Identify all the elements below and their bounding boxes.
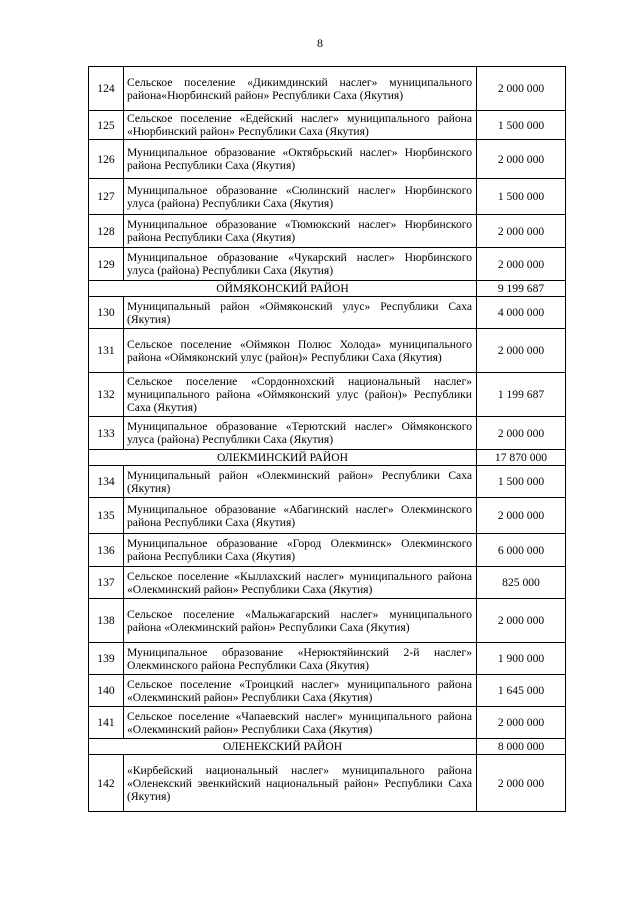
district-header-row	[89, 450, 566, 466]
table-row	[89, 498, 566, 534]
table-row	[89, 373, 566, 417]
municipality-name: Сельское поселение «Едейский наслег» муниципального района «Нюрбинский район» Республики Саха (Якутия)	[124, 111, 477, 140]
district-total: 8 000 000	[477, 739, 566, 755]
municipality-name: Сельское поселение «Чапаевский наслег» муниципального района «Олекминский район» Республики Саха (Якутия)	[124, 707, 477, 739]
amount: 2 000 000	[477, 707, 566, 739]
municipality-name: Сельское поселение «Дикимдинский наслег» муниципального района«Нюрбинский район» Республики Саха (Якутия)	[124, 67, 477, 111]
table-row	[89, 140, 566, 179]
district-total: 9 199 687	[477, 281, 566, 297]
row-number: 141	[89, 707, 124, 739]
amount: 1 500 000	[477, 179, 566, 215]
amount: 2 000 000	[477, 755, 566, 812]
amount: 2 000 000	[477, 599, 566, 643]
row-number: 135	[89, 498, 124, 534]
table-row	[89, 707, 566, 739]
municipality-name: Муниципальный район «Оймяконский улус» Республики Саха (Якутия)	[124, 297, 477, 329]
table-row	[89, 534, 566, 567]
table-row	[89, 567, 566, 599]
amount: 2 000 000	[477, 67, 566, 111]
funding-table	[88, 66, 566, 812]
amount: 2 000 000	[477, 248, 566, 281]
municipality-name: Муниципальное образование «Город Олекминск» Олекминского района Республики Саха (Якутия)	[124, 534, 477, 567]
table-row	[89, 466, 566, 498]
table-row	[89, 755, 566, 812]
municipality-name: Сельское поселение «Мальжагарский наслег» муниципального района «Олекминский район» Республики Саха (Якутия)	[124, 599, 477, 643]
amount: 2 000 000	[477, 215, 566, 248]
district-name: ОЙМЯКОНСКИЙ РАЙОН	[89, 281, 477, 297]
table-row	[89, 248, 566, 281]
municipality-name: Муниципальное образование «Чукарский наслег» Нюрбинского улуса (района) Республики Саха (Якутия)	[124, 248, 477, 281]
amount: 2 000 000	[477, 140, 566, 179]
municipality-name: Муниципальное образование «Нерюктяйинский 2-й наслег» Олекминского района Республики Саха (Якутия)	[124, 643, 477, 675]
municipality-name: Сельское поселение «Кыллахский наслег» муниципального района «Олекминский район» Республики Саха (Якутия)	[124, 567, 477, 599]
municipality-name: Муниципальный район «Олекминский район» Республики Саха (Якутия)	[124, 466, 477, 498]
amount: 2 000 000	[477, 498, 566, 534]
municipality-name: Сельское поселение «Троицкий наслег» муниципального района «Олекминский район» Республики Саха (Якутия)	[124, 675, 477, 707]
amount: 1 500 000	[477, 466, 566, 498]
row-number: 139	[89, 643, 124, 675]
municipality-name: «Кирбейский национальный наслег» муниципального района «Оленекский эвенкийский национальный район» Республики Саха (Якутия)	[124, 755, 477, 812]
row-number: 125	[89, 111, 124, 140]
municipality-name: Сельское поселение «Оймякон Полюс Холода» муниципального района «Оймяконский улус (район)» Республики Саха (Якутия)	[124, 329, 477, 373]
district-header-row	[89, 281, 566, 297]
row-number: 128	[89, 215, 124, 248]
page-number: 8	[317, 36, 323, 50]
row-number: 140	[89, 675, 124, 707]
table-row	[89, 179, 566, 215]
table-row	[89, 215, 566, 248]
amount: 4 000 000	[477, 297, 566, 329]
district-name: ОЛЕНЕКСКИЙ РАЙОН	[89, 739, 477, 755]
table-row	[89, 417, 566, 450]
row-number: 129	[89, 248, 124, 281]
row-number: 124	[89, 67, 124, 111]
municipality-name: Муниципальное образование «Терютский наслег» Оймяконского улуса (района) Республики Саха (Якутия)	[124, 417, 477, 450]
table-row	[89, 599, 566, 643]
table-row	[89, 297, 566, 329]
row-number: 127	[89, 179, 124, 215]
district-total: 17 870 000	[477, 450, 566, 466]
district-name: ОЛЕКМИНСКИЙ РАЙОН	[89, 450, 477, 466]
row-number: 130	[89, 297, 124, 329]
table-row	[89, 67, 566, 111]
row-number: 138	[89, 599, 124, 643]
row-number: 134	[89, 466, 124, 498]
table-body	[89, 67, 566, 812]
row-number: 142	[89, 755, 124, 812]
municipality-name: Муниципальное образование «Абагинский наслег» Олекминского района Республики Саха (Якутия)	[124, 498, 477, 534]
table-row	[89, 329, 566, 373]
table-row	[89, 675, 566, 707]
amount: 2 000 000	[477, 417, 566, 450]
municipality-name: Сельское поселение «Сордоннохский национальный наслег» муниципального района «Оймяконский улус (район)» Республики Саха (Якутия)	[124, 373, 477, 417]
row-number: 132	[89, 373, 124, 417]
amount: 2 000 000	[477, 329, 566, 373]
table-row	[89, 643, 566, 675]
row-number: 137	[89, 567, 124, 599]
amount: 1 199 687	[477, 373, 566, 417]
amount: 1 900 000	[477, 643, 566, 675]
row-number: 131	[89, 329, 124, 373]
municipality-name: Муниципальное образование «Октябрьский наслег» Нюрбинского района Республики Саха (Якутия)	[124, 140, 477, 179]
row-number: 126	[89, 140, 124, 179]
amount: 1 645 000	[477, 675, 566, 707]
amount: 6 000 000	[477, 534, 566, 567]
municipality-name: Муниципальное образование «Тюмюкский наслег» Нюрбинского района Республики Саха (Якутия)	[124, 215, 477, 248]
row-number: 136	[89, 534, 124, 567]
amount: 825 000	[477, 567, 566, 599]
district-header-row	[89, 739, 566, 755]
table-row	[89, 111, 566, 140]
municipality-name: Муниципальное образование «Сюлинский наслег» Нюрбинского улуса (района) Республики Саха (Якутия)	[124, 179, 477, 215]
amount: 1 500 000	[477, 111, 566, 140]
row-number: 133	[89, 417, 124, 450]
